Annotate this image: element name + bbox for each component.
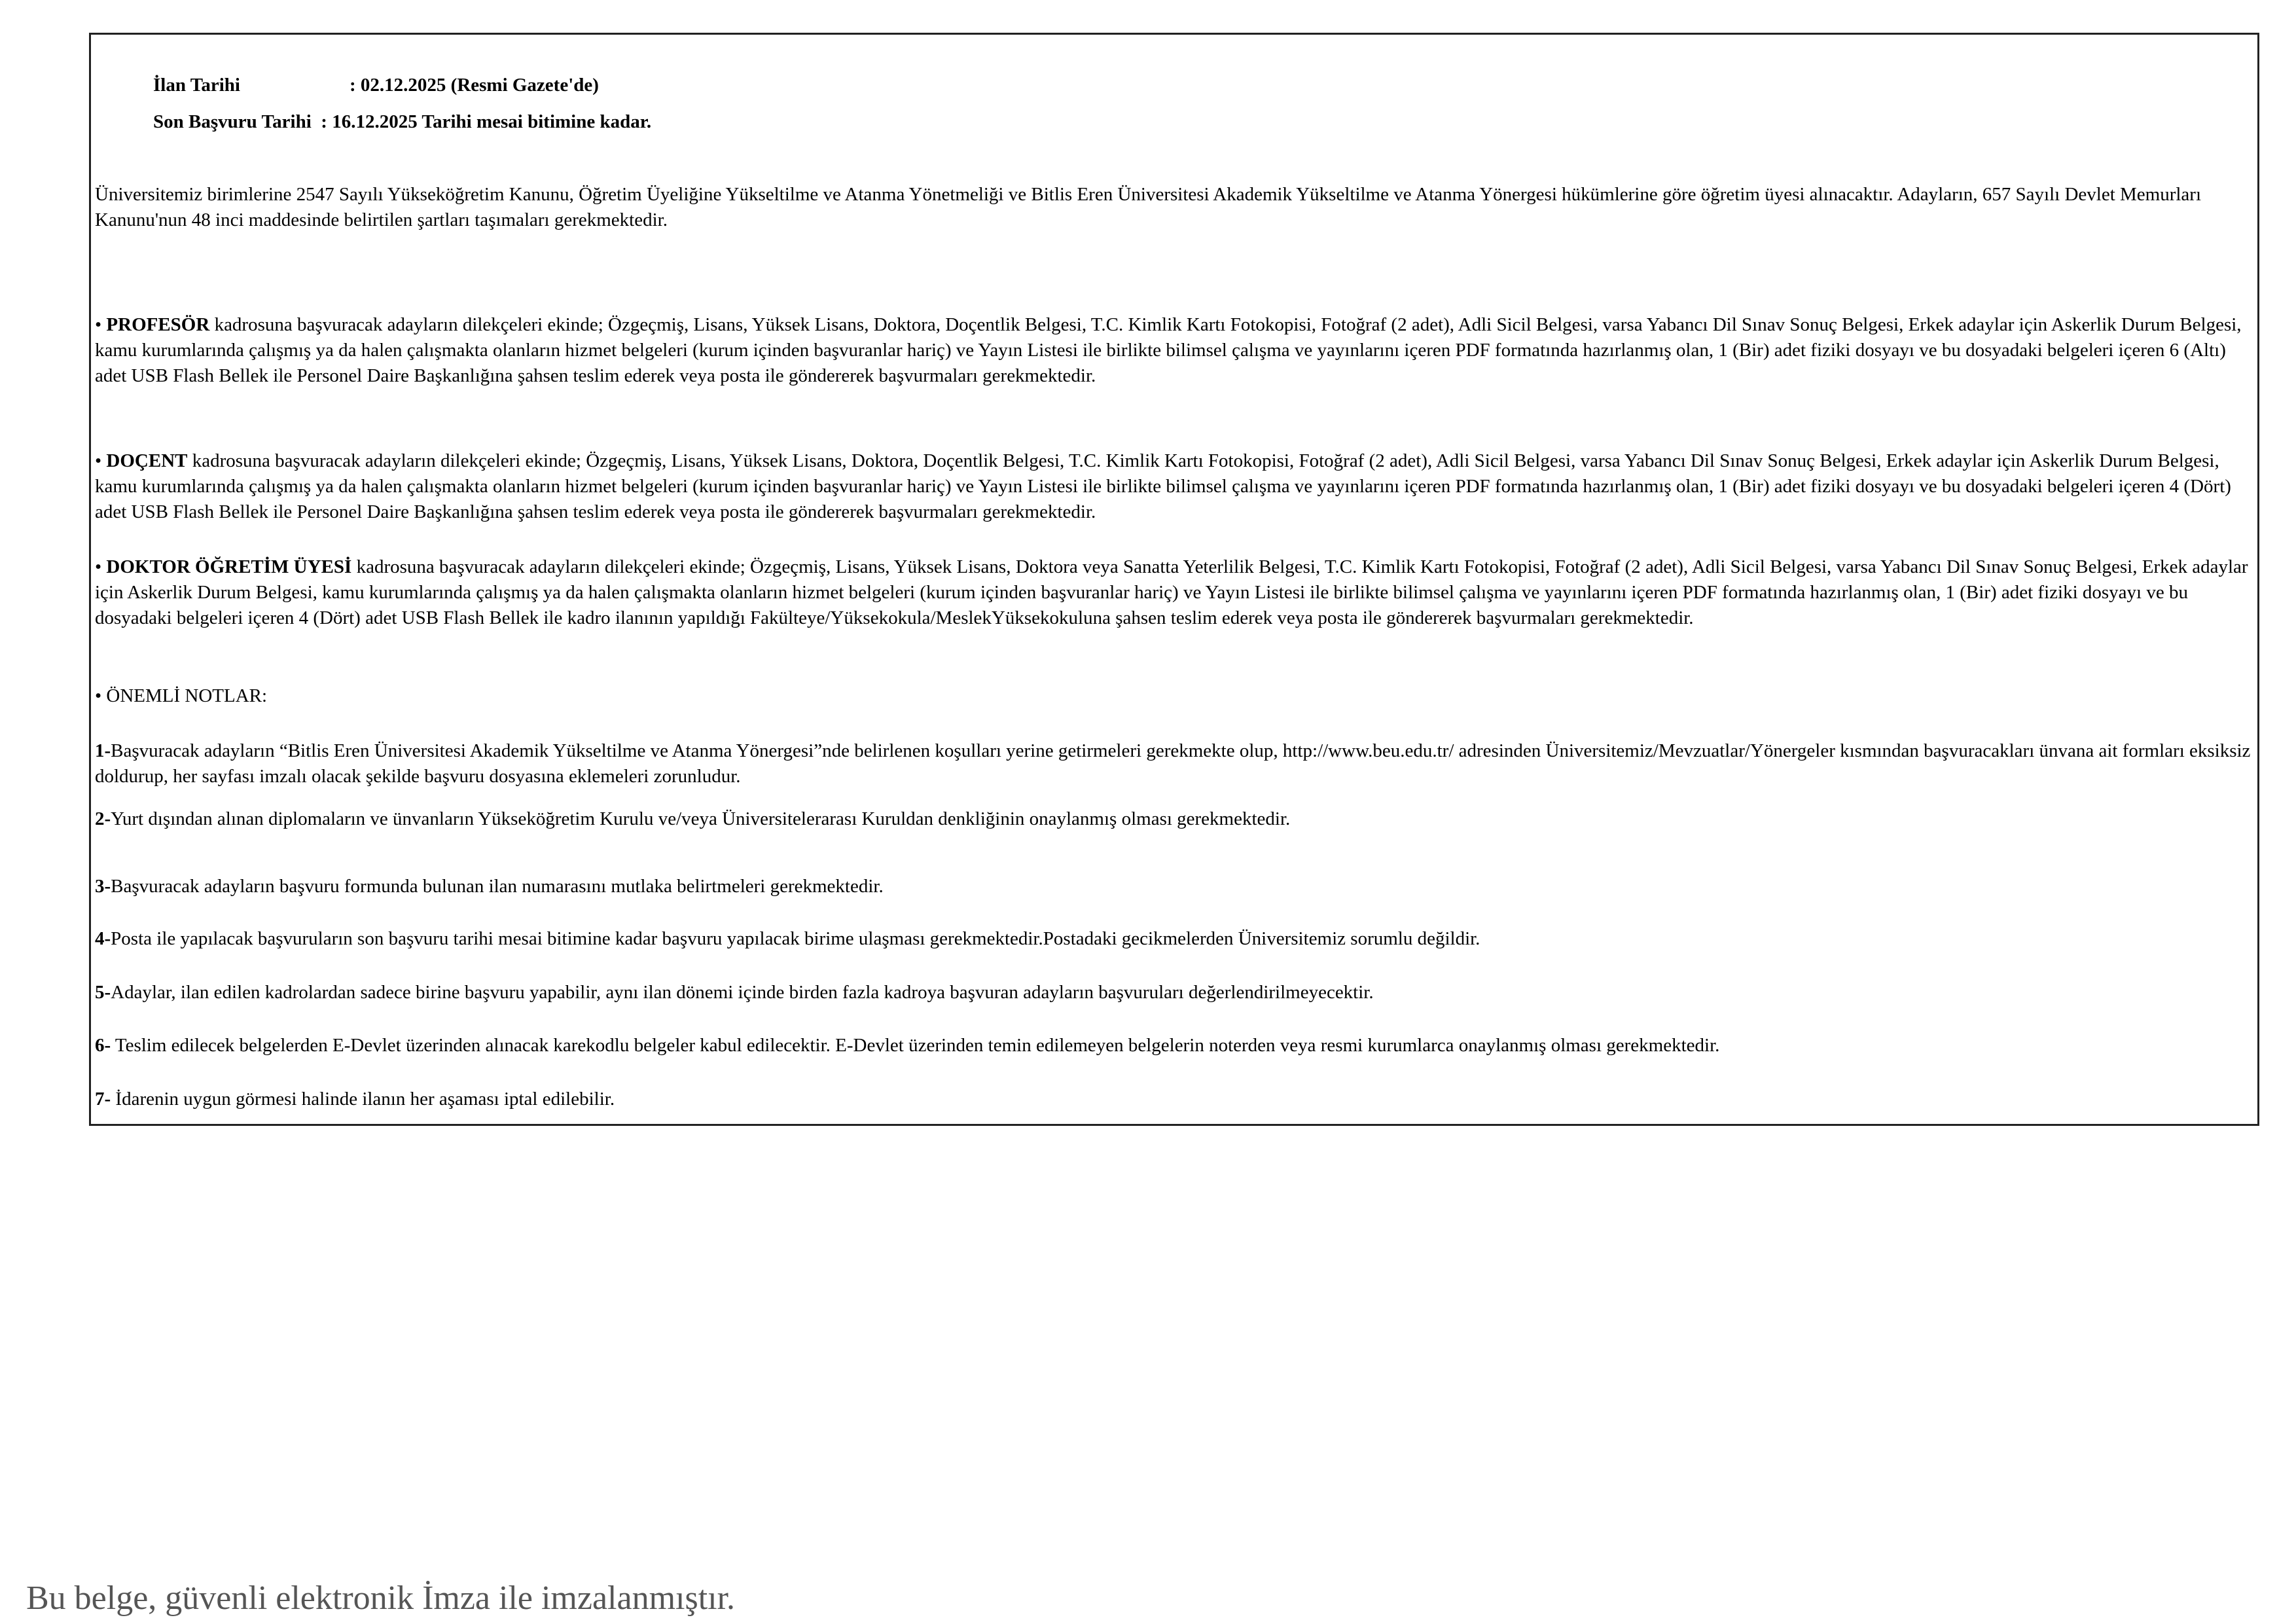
professor-text: kadrosuna başvuracak adayların dilekçeleri ekinde; Özgeçmiş, Lisans, Yüksek Lisans, Doktora, Doçentlik Belgesi, T.C. Kimlik Kartı Fotokopisi, Fotoğraf (2 adet), Adli Sicil Belgesi, varsa Yabancı Dil Sınav Sonuç Belgesi, Erkek adaylar için Askerlik Durum Belgesi, kamu kurumlarında çalışmış ya da halen çalışmakta olanların hizmet belgeleri (kurum içinden başvuranlar hariç) ve Yayın Listesi ile birlikte bilimsel çalışma ve yayınlarını içeren PDF formatında hazırlanmış olan, 1 (Bir) adet fiziki dosyayı ve bu dosyadaki belgeleri içeren 6 (Altı) adet USB Flash Bellek ile Personel Daire Başkanlığına şahsen teslim ederek veya posta ile göndererek başvurmaları gerekmektedir. — [95, 314, 2242, 386]
note-number: 4- — [95, 928, 111, 949]
assistant-paragraph — [95, 554, 2252, 631]
deadline-label: Son Başvuru Tarihi — [153, 111, 312, 132]
assistant-bullet: • — [95, 556, 107, 577]
assistant-text: kadrosuna başvuracak adayların dilekçeleri ekinde; Özgeçmiş, Lisans, Yüksek Lisans, Doktora veya Sanatta Yeterlilik Belgesi, T.C. Kimlik Kartı Fotokopisi, Fotoğraf (2 adet), Adli Sicil Belgesi, varsa Yabancı Dil Sınav Sonuç Belgesi, Erkek adaylar için Askerlik Durum Belgesi, kamu kurumlarında çalışmış ya da halen çalışmakta olanların hizmet belgeleri (kurum içinden başvuranlar hariç) ve Yayın Listesi ile birlikte bilimsel çalışma ve yayınlarını içeren PDF formatında hazırlanmış olan, 1 (Bir) adet fiziki dosyayı ve bu dosyadaki belgeleri içeren 4 (Dört) adet USB Flash Bellek ile kadro ilanının yapıldığı Fakülteye/Yüksekokula/MeslekYüksekokuluna şahsen teslim ederek veya posta ile göndererek başvurmaları gerekmektedir. — [95, 556, 2248, 628]
notes-heading: • ÖNEMLİ NOTLAR: — [95, 685, 268, 706]
note-3 — [95, 874, 2252, 899]
professor-paragraph — [95, 312, 2252, 389]
professor-title: PROFESÖR — [106, 314, 210, 335]
professor-bullet: • — [95, 314, 107, 335]
note-1 — [95, 738, 2252, 789]
announcement-date-label: İlan Tarihi — [153, 75, 240, 96]
deadline-value: : 16.12.2025 Tarihi mesai bitimine kadar. — [321, 111, 652, 132]
note-number: 7- — [95, 1089, 111, 1110]
note-6 — [95, 1033, 2252, 1058]
note-2 — [95, 806, 2252, 832]
associate-title: DOÇENT — [106, 450, 188, 471]
deadline-row — [153, 109, 651, 135]
note-number: 6- — [95, 1035, 111, 1056]
associate-text: kadrosuna başvuracak adayların dilekçeleri ekinde; Özgeçmiş, Lisans, Yüksek Lisans, Doktora, Doçentlik Belgesi, T.C. Kimlik Kartı Fotokopisi, Fotoğraf (2 adet), Adli Sicil Belgesi, varsa Yabancı Dil Sınav Sonuç Belgesi, Erkek adaylar için Askerlik Durum Belgesi, kamu kurumlarında çalışmış ya da halen çalışmakta olanların hizmet belgeleri (kurum içinden başvuranlar hariç) ve Yayın Listesi ile birlikte bilimsel çalışma ve yayınlarını içeren PDF formatında hazırlanmış olan, 1 (Bir) adet fiziki dosyayı ve bu dosyadaki belgeleri içeren 4 (Dört) adet USB Flash Bellek ile Personel Daire Başkanlığına şahsen teslim ederek veya posta ile göndererek başvurmaları gerekmektedir. — [95, 450, 2231, 522]
assistant-title: DOKTOR ÖĞRETİM ÜYESİ — [106, 556, 352, 577]
note-number: 5- — [95, 982, 111, 1003]
note-number: 3- — [95, 876, 111, 897]
associate-paragraph — [95, 448, 2252, 525]
announcement-date-row — [153, 73, 599, 98]
note-7 — [95, 1087, 2252, 1112]
note-text: İdarenin uygun görmesi halinde ilanın her aşaması iptal edilebilir. — [111, 1089, 615, 1110]
announcement-date-value: : 02.12.2025 (Resmi Gazete'de) — [350, 75, 599, 96]
note-text: Yurt dışından alınan diplomaların ve ünvanların Yükseköğretim Kurulu ve/veya Üniversitelerarası Kuruldan denkliğinin onaylanmış olması gerekmektedir. — [111, 808, 1291, 829]
note-text: Başvuracak adayların “Bitlis Eren Üniversitesi Akademik Yükseltilme ve Atanma Yönergesi”nde belirlenen koşulları yerine getirmeleri gerekmekte olup, http://www.beu.edu.tr/ adresinden Üniversitemiz/Mevzuatlar/Yönergeler kısmından başvuracakları ünvana ait formları eksiksiz doldurup, her sayfası imzalı olacak şekilde başvuru dosyasına eklemeleri zorunludur. — [95, 740, 2251, 787]
note-text: Posta ile yapılacak başvuruların son başvuru tarihi mesai bitimine kadar başvuru yapılacak birime ulaşması gerekmektedir.Postadaki gecikmelerden Üniversitemiz sorumlu değildir. — [111, 928, 1480, 949]
intro-paragraph: Üniversitemiz birimlerine 2547 Sayılı Yükseköğretim Kanunu, Öğretim Üyeliğine Yükseltilme ve Atanma Yönetmeliği ve Bitlis Eren Üniversitesi Akademik Yükseltilme ve Atanma Yönergesi hükümlerine göre öğretim üyesi alınacaktır. Adayların, 657 Sayılı Devlet Memurları Kanunu'nun 48 inci maddesinde belirtilen şartları taşımaları gerekmektedir. — [95, 184, 2202, 230]
note-text: Başvuracak adayların başvuru formunda bulunan ilan numarasını mutlaka belirtmeleri gerekmektedir. — [111, 876, 884, 897]
note-4 — [95, 926, 2252, 952]
announcement-frame — [89, 33, 2259, 1126]
announcement-body — [95, 35, 2252, 1124]
note-5 — [95, 980, 2252, 1005]
note-text: Teslim edilecek belgelerden E-Devlet üzerinden alınacak karekodlu belgeler kabul edilecektir. E-Devlet üzerinden temin edilemeyen belgelerin noterden veya resmi kurumlarca onaylanmış olması gerekmektedir. — [111, 1035, 1720, 1056]
e-signature-notice: Bu belge, güvenli elektronik İmza ile imzalanmıştır. — [26, 1579, 736, 1617]
associate-bullet: • — [95, 450, 107, 471]
note-number: 1- — [95, 740, 111, 761]
note-number: 2- — [95, 808, 111, 829]
note-text: Adaylar, ilan edilen kadrolardan sadece birine başvuru yapabilir, aynı ilan dönemi içinde birden fazla kadroya başvuran adayların başvuruları değerlendirilmeyecektir. — [111, 982, 1374, 1003]
